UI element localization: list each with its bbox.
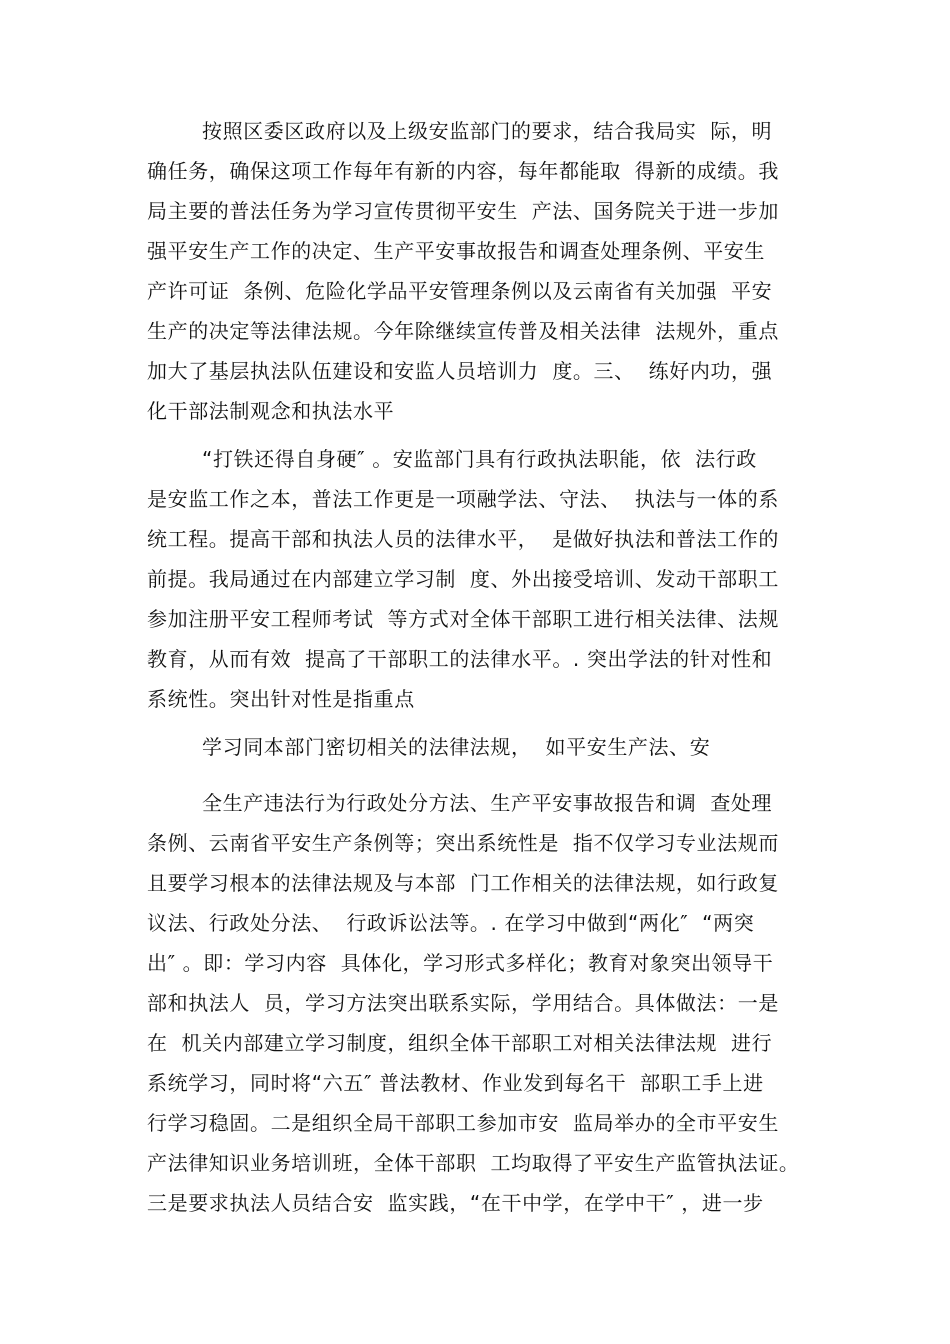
text-line: 按照区委区政府以及上级安监部门的要求，结合我局实 际，明 bbox=[202, 119, 773, 143]
text-line: 学习同本部门密切相关的法律法规， 如平安生产法、安 bbox=[202, 735, 711, 759]
text-line: 在 机关内部建立学习制度，组织全体干部职工对相关法律法规 进行 bbox=[147, 1031, 773, 1055]
text-line: “打铁还得自身硬″ 。安监部门具有行政执法职能，依 法行政 bbox=[202, 447, 757, 471]
text-line: 是安监工作之本，普法工作更是一项融学法、守法、 执法与一体的系 bbox=[147, 487, 779, 511]
text-line: 系统学习，同时将“六五″ 普法教材、作业发到每名干 部职工手上进 bbox=[147, 1071, 764, 1095]
text-line: 系统性。突出针对性是指重点 bbox=[147, 687, 415, 711]
text-line: 部和执法人 员，学习方法突出联系实际，学用结合。具体做法：一是 bbox=[147, 991, 779, 1015]
text-line: 出″ 。即：学习内容 具体化，学习形式多样化；教育对象突出领导干 bbox=[147, 951, 774, 975]
text-line: 议法、行政处分法、 行政诉讼法等。. 在学习中做到“两化″ “两突 bbox=[147, 911, 755, 935]
text-line: 且要学习根本的法律法规及与本部 门工作相关的法律法规，如行政复 bbox=[147, 871, 779, 895]
text-line: 确任务，确保这项工作每年有新的内容，每年都能取 得新的成绩。我 bbox=[147, 159, 779, 183]
text-line: 加大了基层执法队伍建设和安监人员培训力 度。三、 练好内功，强 bbox=[147, 359, 773, 383]
text-line: 参加注册平安工程师考试 等方式对全体干部职工进行相关法律、法规 bbox=[147, 607, 779, 631]
text-line: 教育，从而有效 提高了干部职工的法律水平。. 突出学法的针对性和 bbox=[147, 647, 773, 671]
text-line: 统工程。提高干部和执法人员的法律水平， 是做好执法和普法工作的 bbox=[147, 527, 779, 551]
text-line: 三是要求执法人员结合安 监实践，“在干中学，在学中干″ ，进一步 bbox=[147, 1191, 764, 1215]
text-line: 化干部法制观念和执法水平 bbox=[147, 399, 395, 423]
text-line: 局主要的普法任务为学习宣传贯彻平安生 产法、国务院关于进一步加 bbox=[147, 199, 779, 223]
text-line: 强平安生产工作的决定、生产平安事故报告和调查处理条例、平安生 bbox=[147, 239, 765, 263]
text-line: 产法律知识业务培训班，全体干部职 工均取得了平安生产监管执法证。 bbox=[147, 1151, 800, 1175]
text-line: 产许可证 条例、危险化学品平安管理条例以及云南省有关加强 平安 bbox=[147, 279, 773, 303]
text-line: 条例、云南省平安生产条例等；突出系统性是 指不仅学习专业法规而 bbox=[147, 831, 779, 855]
text-line: 生产的决定等法律法规。今年除继续宣传普及相关法律 法规外，重点 bbox=[147, 319, 779, 343]
text-line: 全生产违法行为行政处分方法、生产平安事故报告和调 查处理 bbox=[202, 791, 773, 815]
text-line: 行学习稳固。二是组织全局干部职工参加市安 监局举办的全市平安生 bbox=[147, 1111, 779, 1135]
text-line: 前提。我局通过在内部建立学习制 度、外出接受培训、发动干部职工 bbox=[147, 567, 779, 591]
